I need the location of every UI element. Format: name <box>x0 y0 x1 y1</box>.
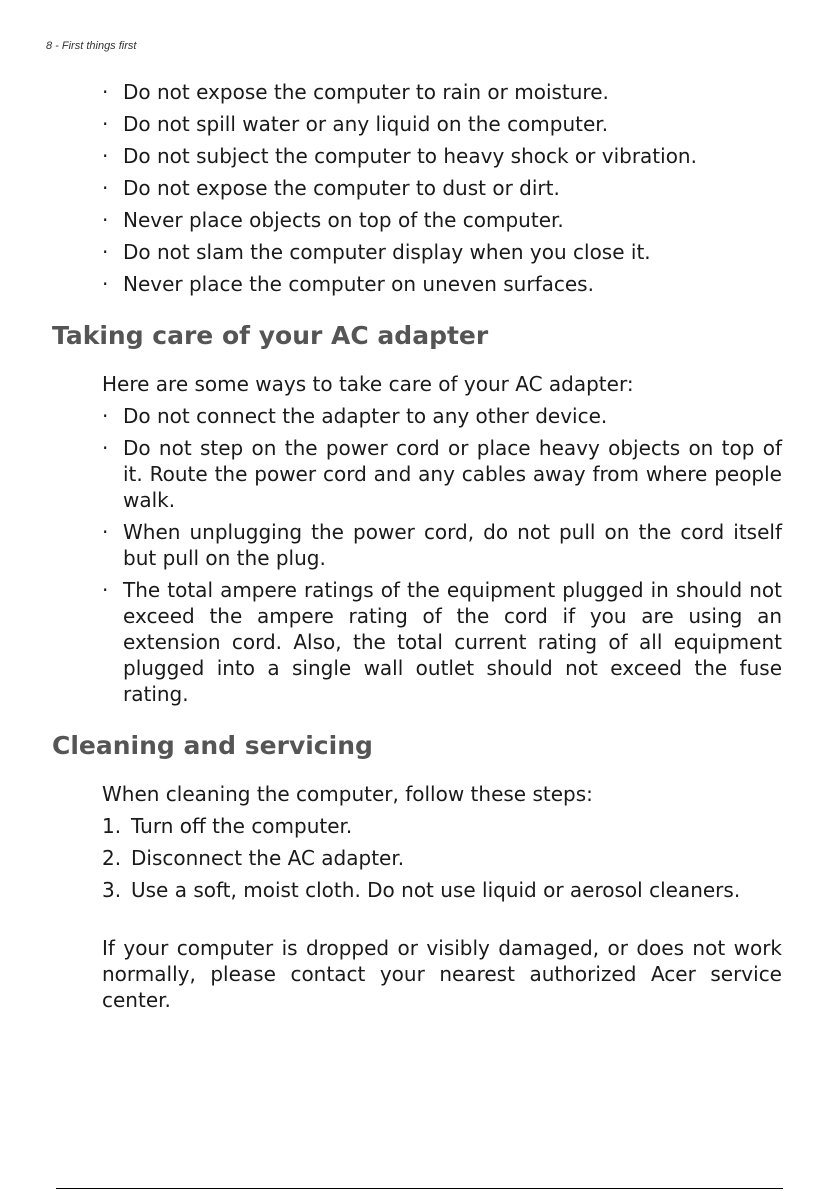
section-title-cleaning: Cleaning and servicing <box>52 731 373 760</box>
list-item: 2. Disconnect the AC adapter. <box>102 846 405 870</box>
list-item: · Do not slam the computer display when you close it. <box>102 240 651 264</box>
ac-adapter-list <box>102 403 782 713</box>
list-item: 1. Turn off the computer. <box>102 814 353 838</box>
running-header: 8 - First things first <box>46 40 137 52</box>
bullet-icon: · <box>102 578 109 602</box>
list-item: 3. Use a soft, moist cloth. Do not use liquid or aerosol cleaners. <box>102 878 741 902</box>
cleaning-steps-list <box>102 813 782 909</box>
cleaning-intro: When cleaning the computer, follow these steps: <box>102 782 593 806</box>
step-number: 3. <box>102 878 122 902</box>
bullet-icon: · <box>102 436 109 460</box>
bullet-icon: · <box>102 176 109 200</box>
list-item: · Do not subject the computer to heavy shock or vibration. <box>102 144 697 168</box>
list-item: · The total ampere ratings of the equipment plugged in should not exceed the ampere rating of the cord if you are using an extension cord. Also, the total current rating of all equipment plugged into a single wall outlet should not exceed the fuse rating. <box>102 578 782 706</box>
list-item: · Do not connect the adapter to any other device. <box>102 404 608 428</box>
bullet-icon: · <box>102 144 109 168</box>
section-title-ac-adapter: Taking care of your AC adapter <box>52 321 489 350</box>
ac-adapter-intro: Here are some ways to take care of your AC adapter: <box>102 372 634 396</box>
bullet-icon: · <box>102 240 109 264</box>
list-item: · Never place the computer on uneven surfaces. <box>102 272 594 296</box>
bullet-icon: · <box>102 520 109 544</box>
bullet-icon: · <box>102 112 109 136</box>
bullet-icon: · <box>102 208 109 232</box>
bullet-icon: · <box>102 404 109 428</box>
cleaning-closing: If your computer is dropped or visibly damaged, or does not work normally, please contact your nearest authorized Acer service center. <box>102 936 782 1012</box>
list-item: · When unplugging the power cord, do not pull on the cord itself but pull on the plug. <box>102 520 782 570</box>
step-number: 1. <box>102 814 122 838</box>
list-item: · Do not expose the computer to dust or dirt. <box>102 176 560 200</box>
list-item: · Do not step on the power cord or place heavy objects on top of it. Route the power cord and any cables away from where people walk. <box>102 436 782 512</box>
list-item: · Do not expose the computer to rain or moisture. <box>102 80 609 104</box>
bullet-icon: · <box>102 80 109 104</box>
bullet-icon: · <box>102 272 109 296</box>
care-precautions-list <box>102 79 782 303</box>
list-item: · Never place objects on top of the computer. <box>102 208 564 232</box>
footer-divider <box>56 1188 783 1189</box>
list-item: · Do not spill water or any liquid on the computer. <box>102 112 609 136</box>
step-number: 2. <box>102 846 122 870</box>
